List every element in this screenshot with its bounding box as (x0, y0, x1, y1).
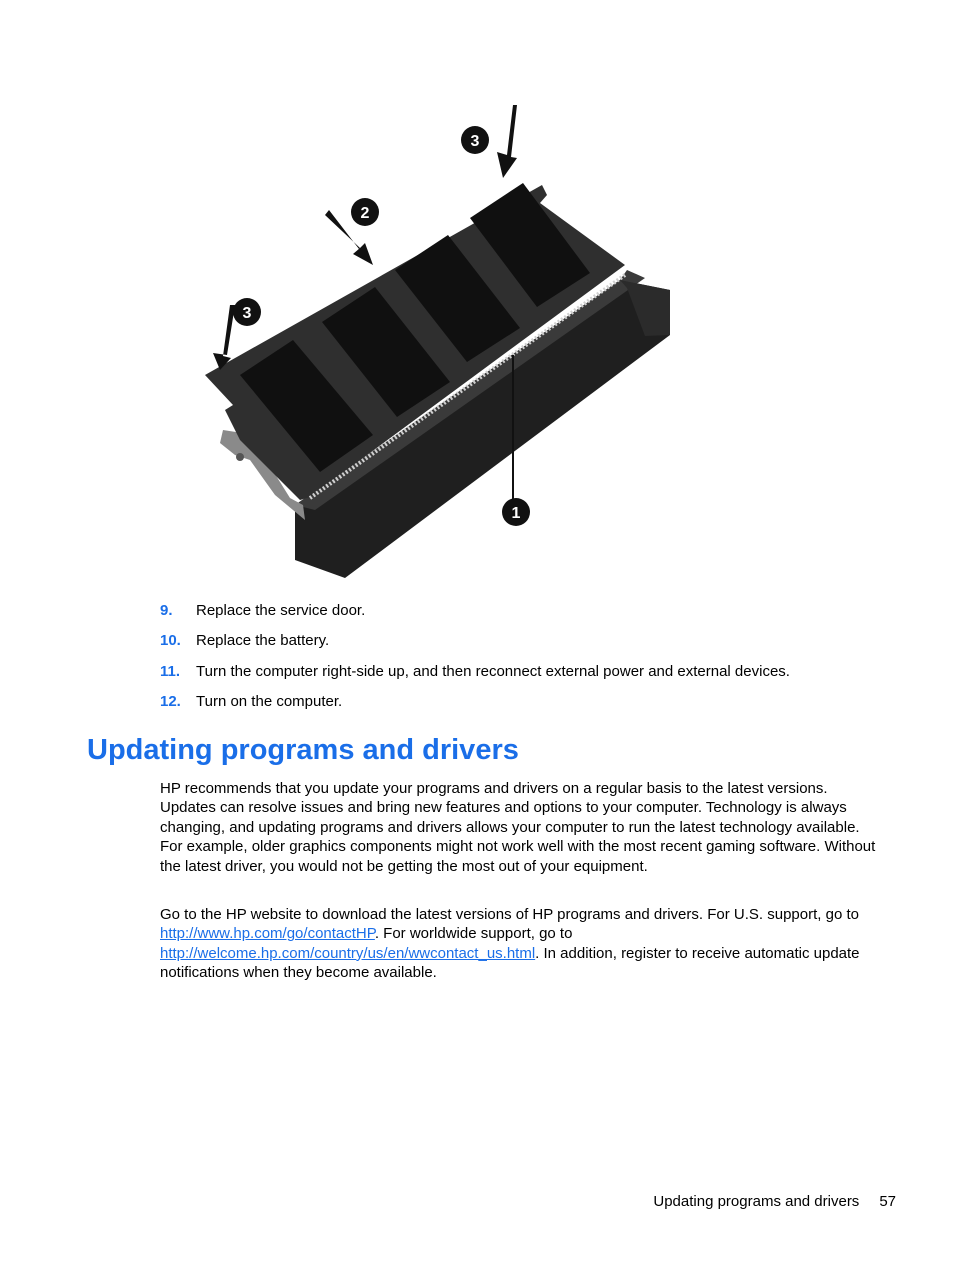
contact-hp-link[interactable]: http://www.hp.com/go/contactHP (160, 925, 375, 943)
callout-2 (351, 198, 379, 226)
support-text: Go to the HP website to download the latest versions of HP programs and drivers. For U.S. support, go to (160, 906, 859, 923)
step-number: 9. (160, 602, 173, 619)
step-text: Replace the battery. (196, 632, 330, 650)
section-heading: Updating programs and drivers (87, 734, 519, 766)
step-text: Turn the computer right-side up, and then reconnect external power and external devices. (196, 662, 790, 680)
step-text: Turn on the computer. (196, 693, 343, 711)
step-item (160, 691, 900, 721)
svg-text:3: 3 (242, 305, 252, 322)
step-number: 12. (160, 693, 181, 711)
page-footer (653, 1191, 896, 1213)
step-item (160, 661, 900, 691)
step-text: Replace the service door. (196, 602, 366, 619)
page-number: 57 (879, 1193, 896, 1210)
support-paragraph (160, 905, 880, 983)
callout-3-left (233, 298, 261, 326)
step-item (160, 600, 900, 630)
svg-text:3: 3 (470, 133, 480, 150)
step-number: 11. (160, 662, 181, 680)
support-text: . In addition, register to receive automatic update notifications when they become available. (160, 944, 860, 982)
step-item (160, 630, 900, 660)
svg-text:2: 2 (360, 205, 370, 222)
support-text: . For worldwide support, go to (374, 925, 573, 943)
worldwide-contact-link[interactable]: http://welcome.hp.com/country/us/en/wwcontact_us.html (160, 944, 536, 962)
footer-section-title: Updating programs and drivers (653, 1193, 860, 1210)
svg-text:1: 1 (511, 505, 521, 522)
memory-module-drawing (195, 100, 675, 580)
memory-module-illustration (195, 100, 675, 580)
intro-paragraph: HP recommends that you update your programs and drivers on a regular basis to the latest versions. Updates can resolve issues and bring new features and options to your computer. Technology is always changing, and updating programs and drivers allows your computer to run the latest technology available. For example, older graphics components might not work well with the most recent gaming software. Without the latest driver, you would not be getting the most out of your equipment. (160, 780, 876, 875)
steps-list (160, 600, 900, 722)
arrow-icon (497, 105, 517, 178)
callout-3-top (461, 126, 489, 154)
step-number: 10. (160, 632, 181, 650)
